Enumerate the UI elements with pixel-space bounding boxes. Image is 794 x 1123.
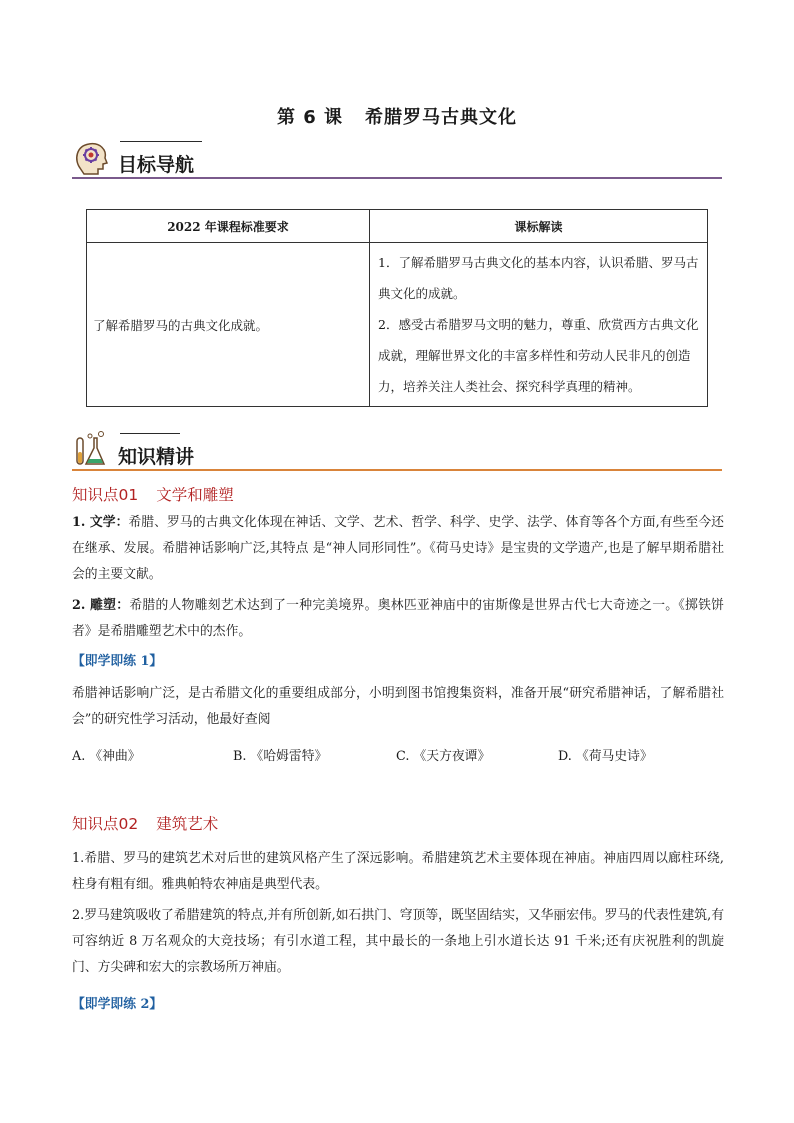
kp-title: 文学和雕塑 [156, 486, 234, 504]
section-header-goals [72, 138, 722, 186]
section-title: 目标导航 [118, 154, 195, 176]
kp-title: 建筑艺术 [156, 815, 219, 833]
paragraph-sculpture [72, 593, 724, 645]
orange-divider [72, 469, 722, 471]
lab-flask-icon [72, 430, 112, 470]
kp-number: 知识点01 [72, 486, 139, 504]
standards-table [86, 209, 708, 407]
purple-divider [72, 177, 722, 179]
knowledge-point-heading [72, 812, 218, 834]
interpretation-item: 2．感受古希腊罗马文明的魅力，尊重、欣赏西方古典文化成就，理解世界文化的丰富多样性和劳动人民非凡的创造力，培养关注人类社会、探究科学真理的精神。 [378, 317, 699, 394]
header-top-line [120, 433, 180, 434]
header-top-line [120, 141, 202, 142]
interpretation-item: 1．了解希腊罗马古典文化的基本内容，认识希腊、罗马古典文化的成就。 [378, 255, 699, 301]
option-b: B. 《哈姆雷特》 [233, 749, 328, 764]
paragraph-literature [72, 510, 724, 588]
section-header-knowledge [72, 430, 722, 478]
knowledge-point-heading [72, 483, 234, 505]
para-text: 希腊的人物雕刻艺术达到了一种完美境界。奥林匹亚神庙中的宙斯像是世界古代七大奇迹之一。《掷铁饼者》是希腊雕塑艺术中的杰作。 [72, 598, 724, 639]
table-header-row [87, 210, 708, 243]
option-c: C. 《天方夜谭》 [396, 749, 491, 764]
column-header: 课标解读 [370, 210, 708, 243]
interpretation-cell [370, 243, 708, 407]
kp-number: 知识点02 [72, 815, 139, 833]
section-title: 知识精讲 [118, 446, 195, 468]
practice-label: 【即学即练 2】 [72, 997, 163, 1012]
practice-label: 【即学即练 1】 [72, 654, 163, 669]
lesson-number: 第 6 课 [276, 107, 344, 128]
option-a: A. 《神曲》 [72, 749, 141, 764]
lesson-name: 希腊罗马古典文化 [365, 107, 518, 128]
column-header: 2022 年课程标准要求 [87, 210, 370, 243]
para-text: 希腊、罗马的古典文化体现在神话、文学、艺术、哲学、科学、史学、法学、体育等各个方面,有些至今还在继承、发展。希腊神话影响广泛,其特点 是“神人同形同性”。《荷马史诗》是宝贵的文学遗产,也是了解早期希腊社会的主要文献。 [72, 515, 724, 582]
page-title [0, 103, 794, 129]
brain-gear-icon [72, 138, 112, 178]
para-lead: 2. 雕塑： [72, 598, 130, 613]
question-text: 希腊神话影响广泛，是古希腊文化的重要组成部分，小明到图书馆搜集资料，准备开展“研究希腊神话，了解希腊社会”的研究性学习活动，他最好查阅 [72, 686, 724, 727]
option-d: D. 《荷马史诗》 [558, 749, 653, 764]
table-row [87, 243, 708, 407]
para-lead: 1. 文学： [72, 515, 129, 530]
paragraph-roman-architecture: 2.罗马建筑吸收了希腊建筑的特点,并有所创新,如石拱门、穹顶等，既坚固结实，又华丽宏伟。罗马的代表性建筑,有可容纳近 8 万名观众的大竞技场；有引水道工程，其中最长的一条地上引水道长达 91 千米;还有庆祝胜利的凯旋门、方尖碑和宏大的宗教场所万神庙。 [72, 908, 724, 975]
paragraph-greek-architecture: 1.希腊、罗马的建筑艺术对后世的建筑风格产生了深远影响。希腊建筑艺术主要体现在神庙。神庙四周以廊柱环绕,柱身有粗有细。雅典帕特农神庙是典型代表。 [72, 851, 724, 892]
requirement-cell: 了解希腊罗马的古典文化成就。 [87, 243, 370, 407]
